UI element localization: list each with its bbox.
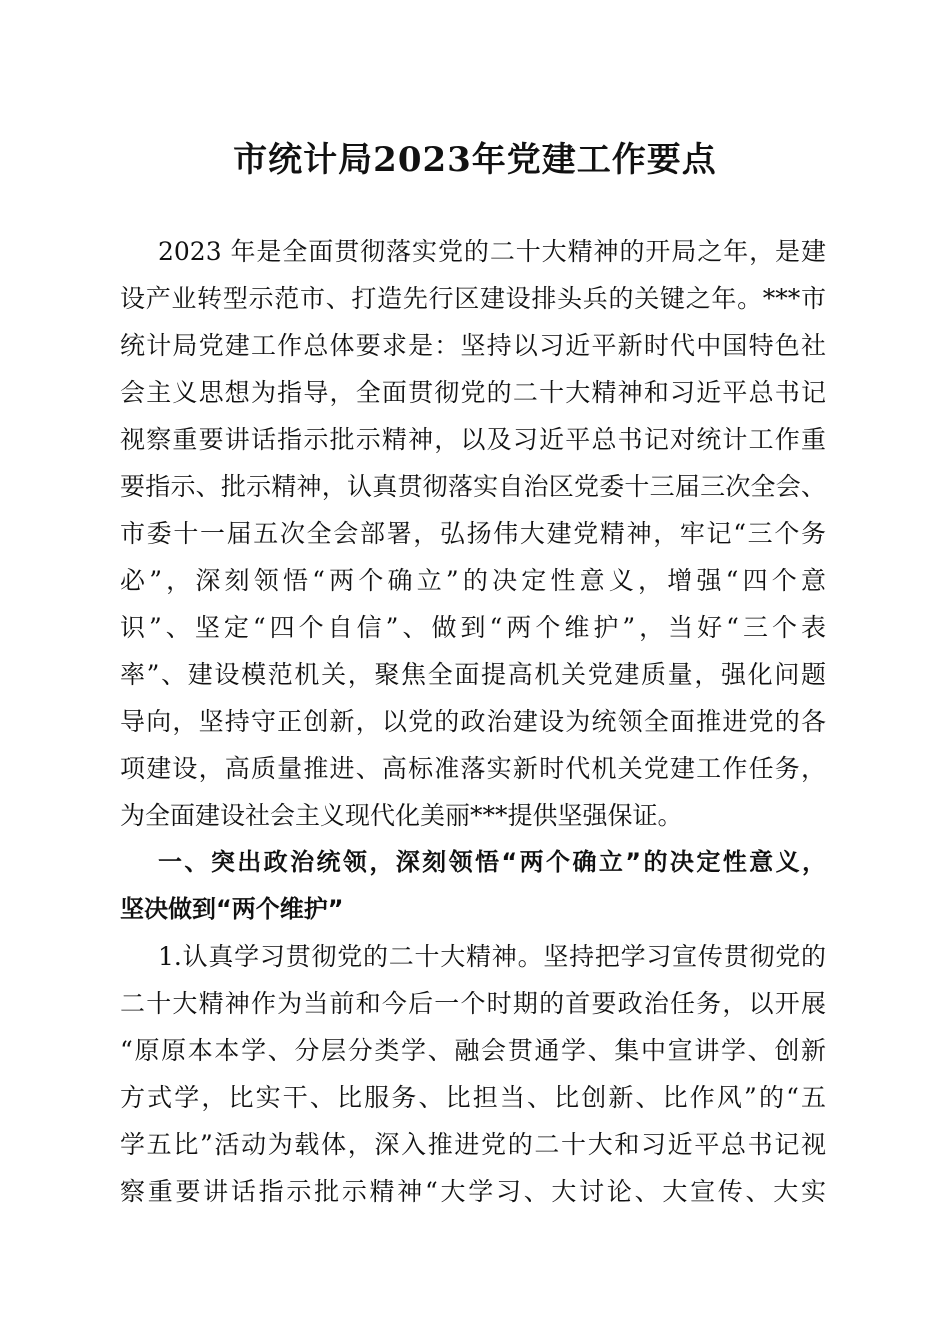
document-body — [120, 228, 826, 1215]
item-paragraph — [120, 933, 826, 1215]
section-heading — [120, 839, 826, 933]
paragraph-line: 会主义思想为指导，全面贯彻党的二十大精神和习近平总书记 — [120, 378, 826, 407]
paragraph-line: 市委十一届五次全会部署，弘扬伟大建党精神，牢记“三个务 — [120, 519, 826, 548]
paragraph-line: 项建设，高质量推进、高标准落实新时代机关党建工作任务， — [120, 754, 826, 783]
paragraph-line: 导向，坚持守正创新，以党的政治建设为统领全面推进党的各 — [120, 707, 826, 736]
paragraph-line: 要指示、批示精神，认真贯彻落实自治区党委十三届三次全会、 — [120, 472, 826, 501]
paragraph-line: 统计局党建工作总体要求是：坚持以习近平新时代中国特色社 — [120, 331, 826, 360]
paragraph-line: 方式学，比实干、比服务、比担当、比创新、比作风”的“五 — [120, 1083, 826, 1112]
paragraph-line: 必”，深刻领悟“两个确立”的决定性意义，增强“四个意 — [120, 566, 827, 595]
paragraph-line: 为全面建设社会主义现代化美丽***提供坚强保证。 — [120, 801, 683, 830]
paragraph-line: 率”、建设模范机关，聚焦全面提高机关党建质量，强化问题 — [120, 660, 826, 689]
paragraph-line: 识”、坚定“四个自信”、做到“两个维护”，当好“三个表 — [120, 613, 826, 642]
paragraph-line: 视察重要讲话指示批示精神，以及习近平总书记对统计工作重 — [120, 425, 826, 454]
section-heading-line: 坚决做到“两个维护” — [120, 895, 344, 923]
section-heading-line: 一、突出政治统领，深刻领悟“两个确立”的决定性意义， — [158, 848, 826, 876]
intro-paragraph — [120, 228, 826, 839]
paragraph-line: 1.认真学习贯彻党的二十大精神。坚持把学习宣传贯彻党的 — [158, 942, 826, 971]
document-title: 市统计局2023年党建工作要点 — [233, 140, 717, 180]
paragraph-line: “原原本本学、分层分类学、融会贯通学、集中宣讲学、创新 — [120, 1036, 826, 1065]
paragraph-line: 设产业转型示范市、打造先行区建设排头兵的关键之年。***市 — [120, 284, 826, 313]
paragraph-line: 察重要讲话指示批示精神“大学习、大讨论、大宣传、大实 — [120, 1177, 826, 1206]
paragraph-line: 二十大精神作为当前和今后一个时期的首要政治任务，以开展 — [120, 989, 826, 1018]
paragraph-line: 2023 年是全面贯彻落实党的二十大精神的开局之年，是建 — [158, 237, 826, 266]
paragraph-line: 学五比”活动为载体，深入推进党的二十大和习近平总书记视 — [120, 1130, 826, 1159]
